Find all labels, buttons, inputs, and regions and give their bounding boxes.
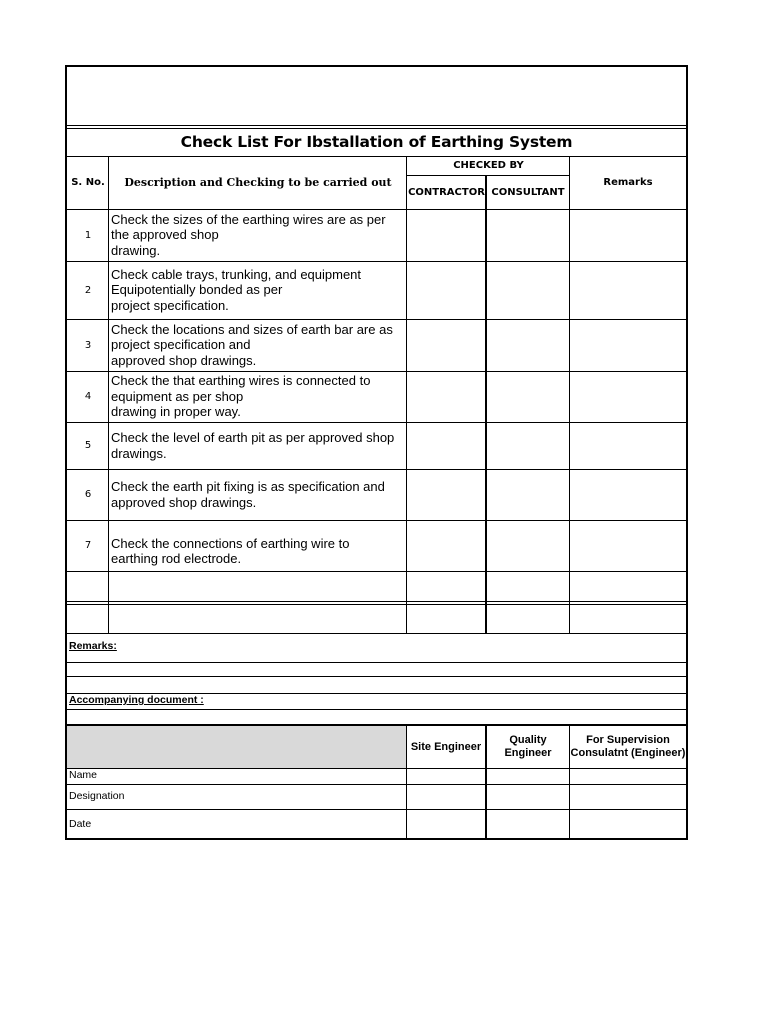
item-number: 7 — [84, 540, 92, 551]
column-divider — [108, 156, 109, 633]
row-divider — [67, 571, 686, 572]
item-number: 1 — [84, 229, 92, 241]
divider — [67, 676, 686, 677]
divider — [67, 125, 686, 126]
checklist-sheet — [65, 65, 688, 840]
divider — [407, 175, 570, 176]
contractor-header: CONTRACTOR — [408, 186, 485, 198]
divider — [67, 709, 686, 710]
divider — [67, 809, 686, 810]
item-description: Check the locations and sizes of earth bar are as project specification and approved shop drawings. — [111, 321, 393, 368]
divider — [67, 784, 686, 785]
item-number: 5 — [84, 440, 92, 451]
column-divider — [569, 156, 570, 633]
item-description: Check the earth pit fixing is as specification and approved shop drawings. — [111, 479, 385, 510]
item-number: 4 — [84, 391, 92, 402]
signoff-header-blank — [67, 726, 406, 768]
row-divider — [67, 633, 686, 634]
description-header: Description and Checking to be carried out — [124, 176, 392, 189]
row-divider — [67, 604, 686, 605]
item-description: Check the that earthing wires is connected to equipment as per shop drawing in proper way. — [111, 373, 371, 420]
date-label: Date — [69, 818, 92, 830]
item-description: Check the connections of earthing wire to earthing rod electrode. — [111, 535, 350, 566]
consultant-header: CONSULTANT — [491, 186, 565, 198]
item-number: 2 — [84, 284, 92, 296]
remarks-header: Remarks — [603, 177, 653, 188]
item-number: 3 — [84, 339, 92, 351]
column-divider — [485, 726, 487, 838]
remarks-label: Remarks: — [69, 640, 117, 652]
column-divider — [406, 726, 407, 838]
accompanying-document-label: Accompanying document : — [69, 694, 204, 706]
column-divider — [406, 156, 407, 633]
designation-label: Designation — [69, 790, 125, 802]
item-description: Check the sizes of the earthing wires are as per the approved shop drawing. — [111, 211, 386, 258]
checked-by-header: CHECKED BY — [453, 160, 524, 171]
site-engineer-header: Site Engineer — [410, 740, 482, 753]
sno-header: S. No. — [71, 177, 105, 188]
column-divider — [485, 175, 487, 633]
divider — [67, 662, 686, 663]
column-divider — [569, 726, 570, 838]
name-label: Name — [69, 769, 98, 781]
item-description: Check cable trays, trunking, and equipment Equipotentially bonded as per project specification. — [111, 266, 362, 313]
item-number: 6 — [84, 489, 92, 500]
quality-engineer-header: Quality Engineer — [504, 734, 552, 759]
row-divider — [67, 520, 686, 521]
supervision-consultant-header: For Supervision Consulatnt (Engineer) — [570, 734, 686, 759]
page-title: Check List For Ibstallation of Earthing System — [180, 133, 573, 151]
item-description: Check the level of earth pit as per approved shop drawings. — [111, 430, 395, 461]
row-divider — [67, 601, 686, 602]
